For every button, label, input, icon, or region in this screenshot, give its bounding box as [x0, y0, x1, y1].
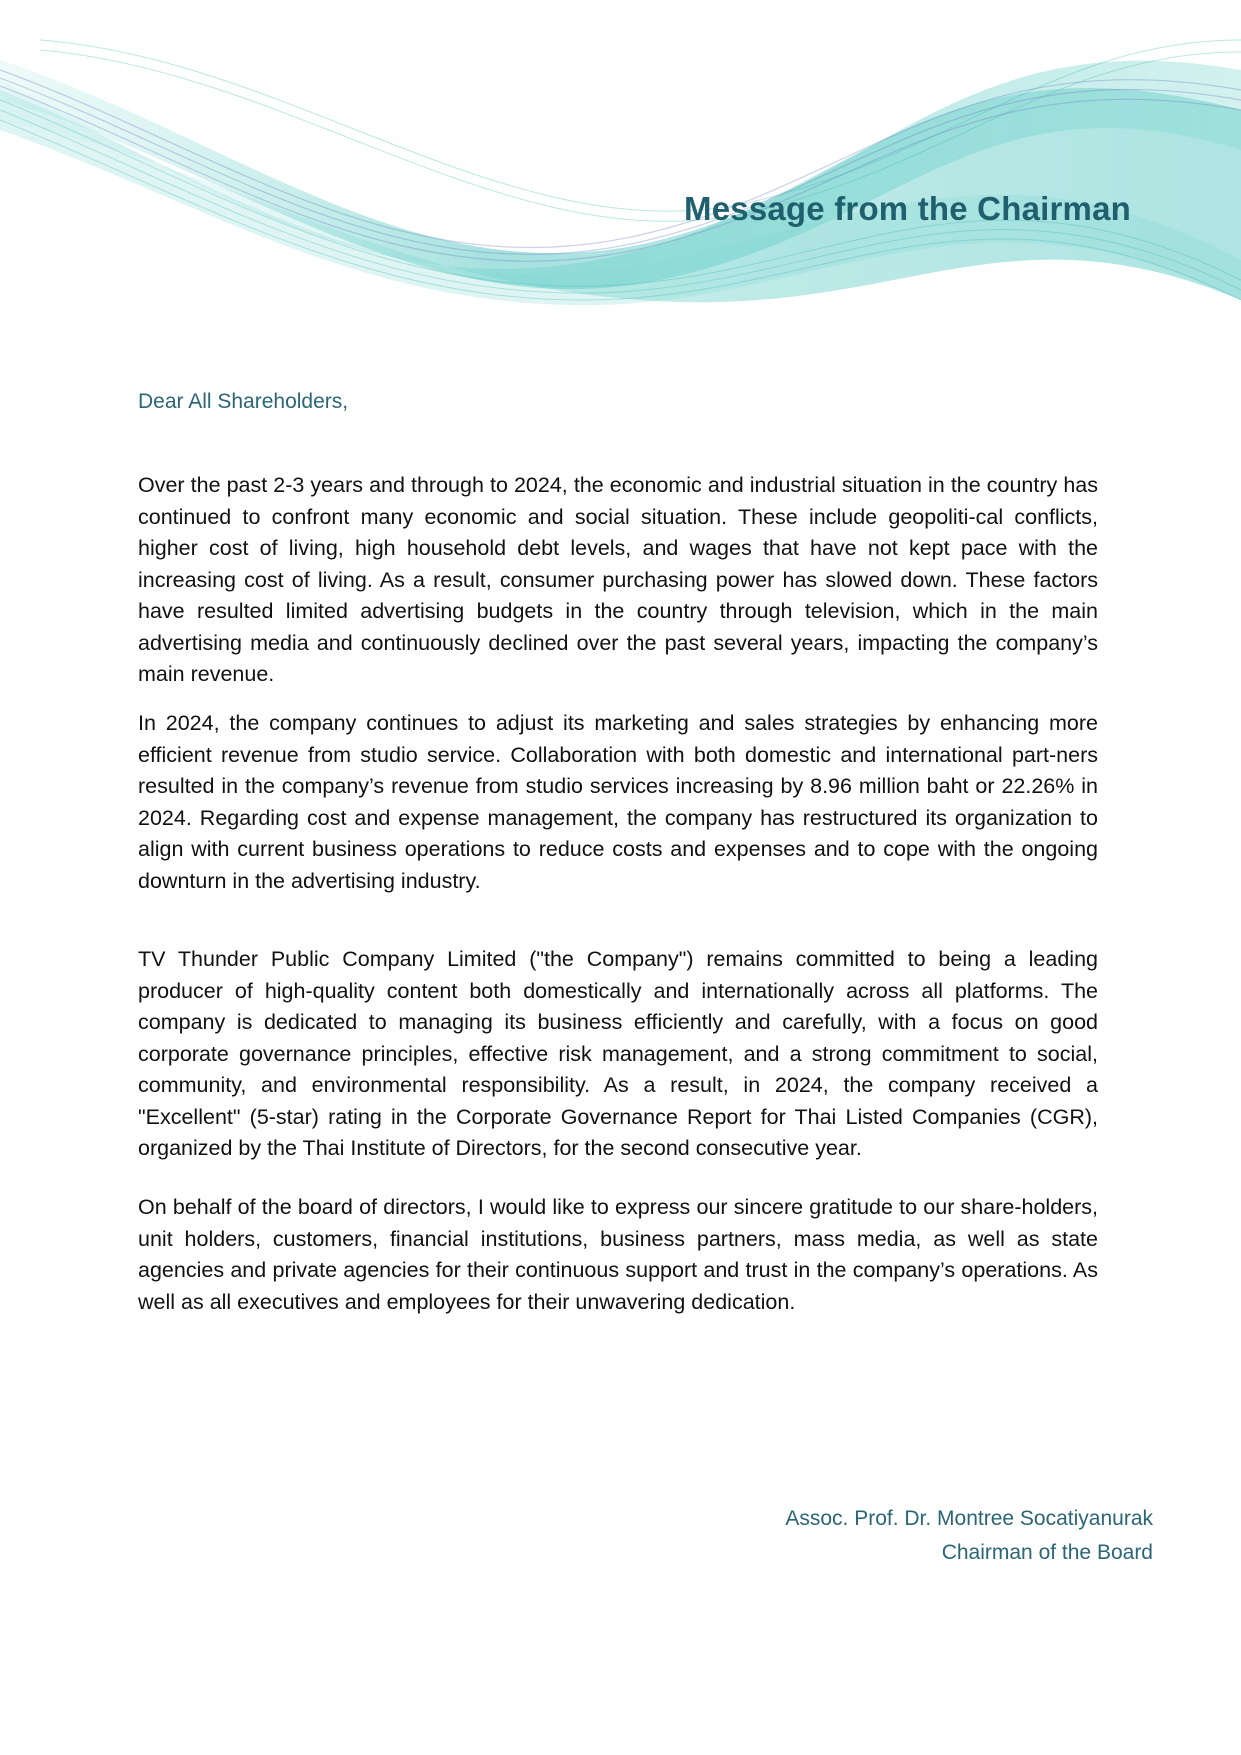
- signatory-name: Assoc. Prof. Dr. Montree Socatiyanurak: [785, 1507, 1153, 1530]
- decorative-wave-banner: [0, 0, 1241, 340]
- letter-paragraph: Over the past 2-3 years and through to 2024, the economic and industrial situation in the country has continued to confront many economic and social situation. These include geopoliti-cal conflicts, higher cost of living, high household debt levels, and wages that have not kept pace with the increasing cost of living. As a result, consumer purchasing power has slowed down. These factors have resulted limited advertising budgets in the country through television, which in the main advertising media and continuously declined over the past several years, impacting the company’s main revenue.: [138, 473, 1098, 686]
- signatory-position: Chairman of the Board: [941, 1541, 1153, 1564]
- letter-paragraph: On behalf of the board of directors, I would like to express our sincere gratitude to our share-holders, unit holders, customers, financial institutions, business partners, mass media, as well as state agencies and private agencies for their continuous support and trust in the company’s operations. As well as all executives and employees for their unwavering dedication.: [138, 1195, 1098, 1314]
- signature-block: [785, 1502, 1153, 1570]
- letter-paragraph: In 2024, the company continues to adjust its marketing and sales strategies by enhancing more efficient revenue from studio service. Collaboration with both domestic and international part-ners resulted in the company’s revenue from studio services increasing by 8.96 million baht or 22.26% in 2024. Regarding cost and expense management, the company has restructured its organization to align with current business operations to reduce costs and expenses and to cope with the ongoing downturn in the advertising industry.: [138, 711, 1098, 893]
- letter-greeting: Dear All Shareholders,: [138, 390, 349, 413]
- page-title: Message from the Chairman: [684, 190, 1131, 227]
- letter-paragraph: TV Thunder Public Company Limited ("the Company") remains committed to being a leading producer of high-quality content both domestically and internationally across all platforms. The company is dedicated to managing its business efficiently and carefully, with a focus on good corporate governance principles, effective risk management, and a strong commitment to social, community, and environmental responsibility. As a result, in 2024, the company received a "Excellent" (5-star) rating in the Corporate Governance Report for Thai Listed Companies (CGR), organized by the Thai Institute of Directors, for the second consecutive year.: [138, 947, 1098, 1160]
